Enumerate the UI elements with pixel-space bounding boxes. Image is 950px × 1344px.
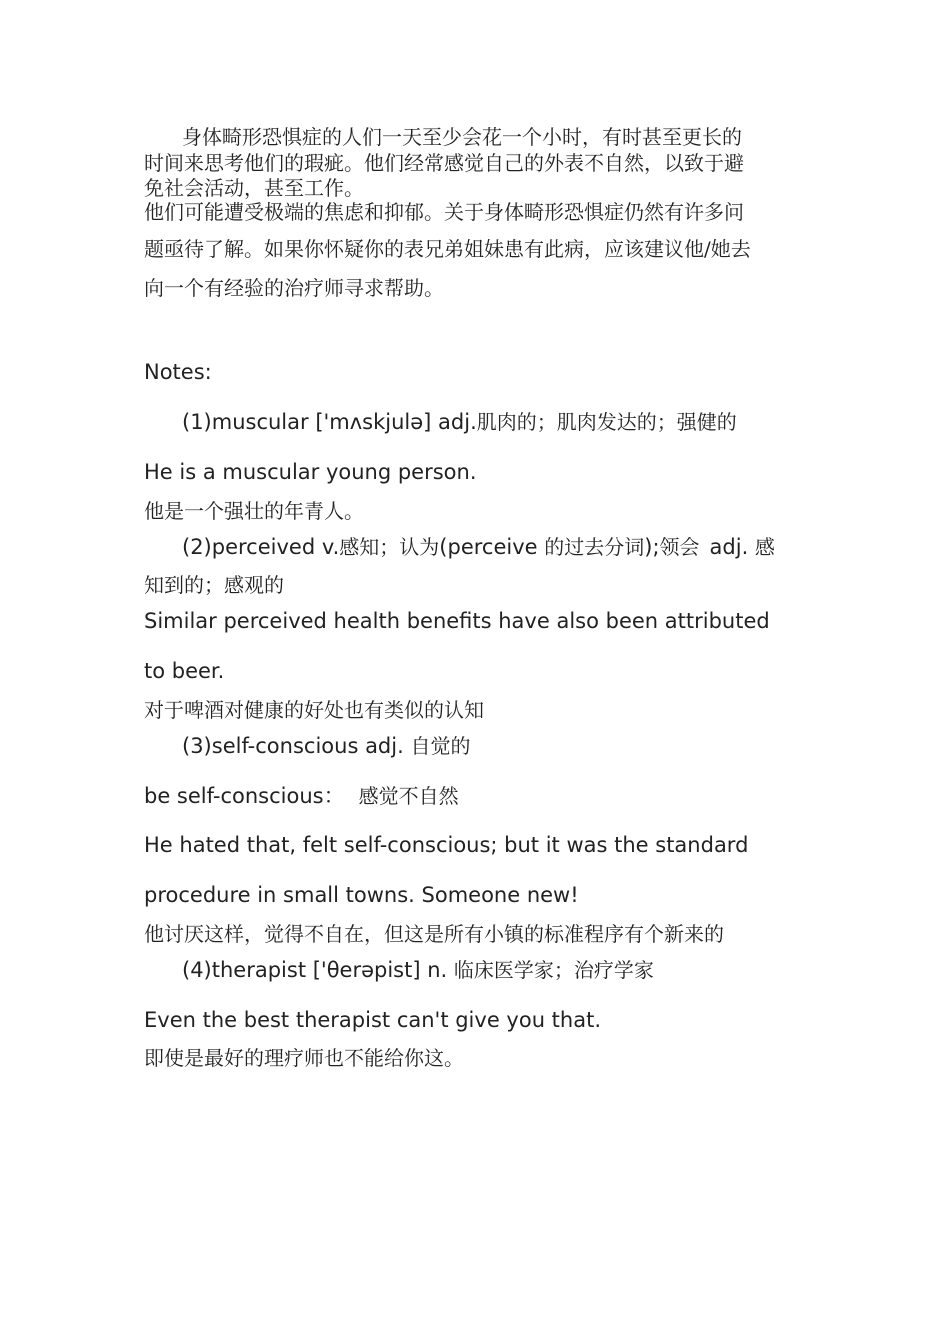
note-3-translation: 他讨厌这样，觉得不自在，但这是所有小镇的标准程序有个新来的 [144,922,724,946]
note-1-translation: 他是一个强壮的年青人。 [144,499,364,523]
note-2-meaning-a: 感知；认为 [339,535,440,559]
note-3-phrase: be self-conscious： [144,784,345,808]
note-2-entry [182,535,775,560]
note-2-example-line-1: Similar perceived health benefits have also been attributed [144,609,770,633]
note-2-translation: 对于啤酒对健康的好处也有类似的认知 [144,698,484,722]
note-3-phrase-line [144,784,459,809]
note-1-entry [182,410,737,435]
note-2-meaning-b: 的过去分词 [544,535,645,559]
note-2-meaning-line-2: 知到的；感观的 [144,573,284,597]
note-2-meaning-c: 领会 [659,535,700,559]
paragraph-line-3: 免社会活动，甚至工作。 [144,176,364,200]
note-3-entry [182,734,470,759]
note-4-meaning: 临床医学家；治疗学家 [453,958,654,982]
note-2-term: (2)perceived v. [182,535,340,559]
note-1-term: (1)muscular ['mʌskjulə] adj. [182,410,477,434]
notes-heading: Notes: [144,360,212,384]
note-4-translation: 即使是最好的理疗师也不能给你这。 [144,1046,464,1070]
note-1-meaning: 肌肉的；肌肉发达的；强健的 [476,410,737,434]
paragraph-line-6: 向一个有经验的治疗师寻求帮助。 [144,276,444,300]
note-4-entry [182,958,654,983]
note-3-example-line-1: He hated that, felt self-conscious; but it was the standard [144,833,749,857]
note-2-meaning-d: 感 [754,535,775,559]
note-3-example-line-2: procedure in small towns. Someone new! [144,883,579,907]
note-2-example-line-2: to beer. [144,659,225,683]
note-4-example: Even the best therapist can't give you that. [144,1008,601,1032]
note-3-phrase-meaning: 感觉不自然 [358,784,459,808]
note-2-pos2: adj. [709,535,755,559]
note-2-paren-close: ); [644,535,660,559]
note-1-example: He is a muscular young person. [144,460,477,484]
paragraph-line-1: 身体畸形恐惧症的人们一天至少会花一个小时，有时甚至更长的 [182,125,742,149]
paragraph-line-5: 题亟待了解。如果你怀疑你的表兄弟姐妹患有此病，应该建议他/她去 [144,237,751,261]
note-3-term: (3)self-conscious adj. [182,734,411,758]
paragraph-line-4: 他们可能遭受极端的焦虑和抑郁。关于身体畸形恐惧症仍然有许多问 [144,200,744,224]
note-4-term: (4)therapist ['θerəpist] n. [182,958,454,982]
note-3-meaning: 自觉的 [410,734,471,758]
paragraph-line-2: 时间来思考他们的瑕疵。他们经常感觉自己的外表不自然，以致于避 [144,151,744,175]
note-2-paren-open: (perceive [439,535,545,559]
